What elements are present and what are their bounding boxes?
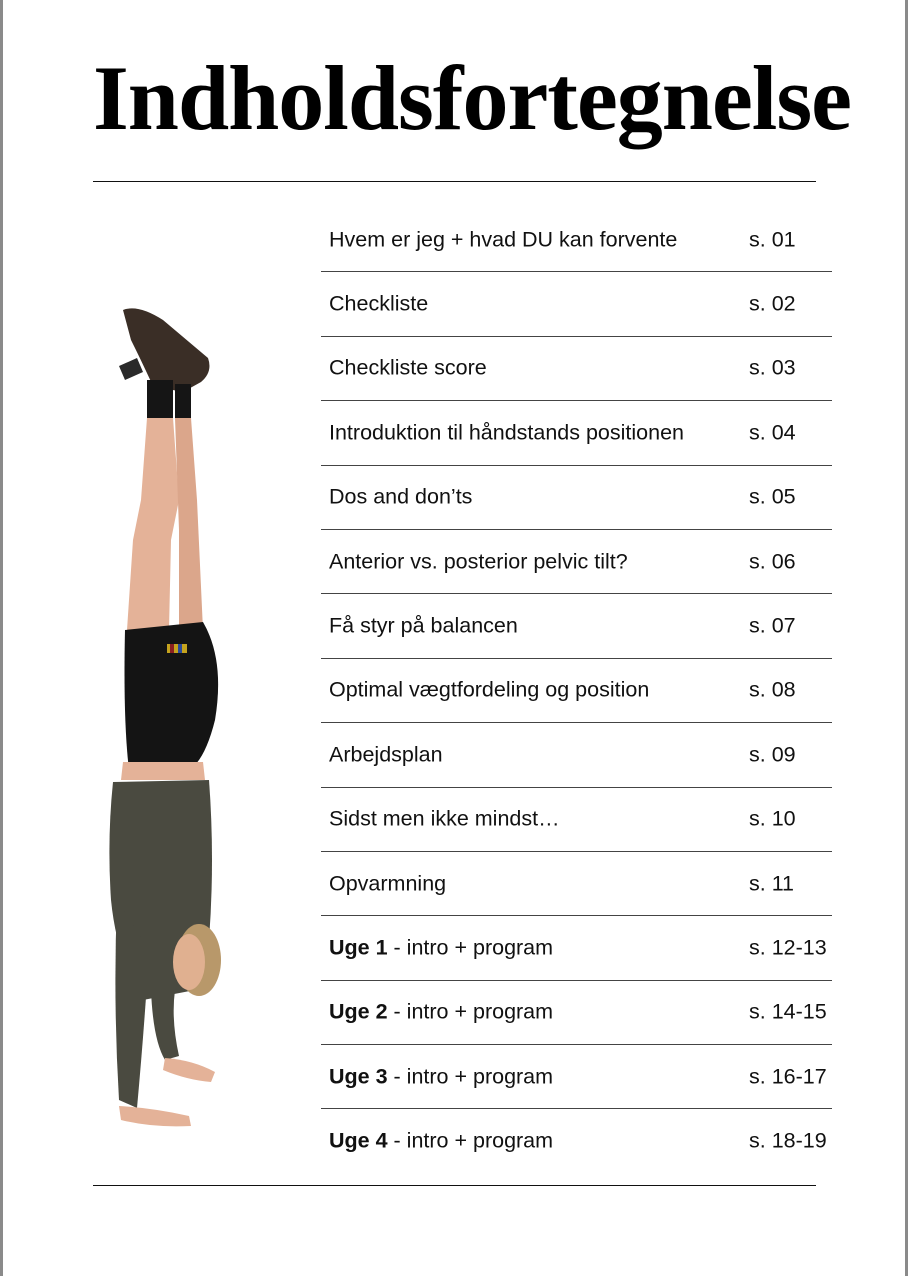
toc-page-number: s. 07 (749, 613, 796, 638)
toc-page-number: s. 05 (749, 484, 796, 509)
toc-item-title: Uge 2 - intro + program (329, 999, 554, 1024)
toc-page-number: s. 04 (749, 420, 796, 445)
toc-item-title: Dos and don’ts (329, 484, 473, 509)
week-label: Uge 3 (329, 1064, 388, 1089)
toc-row[interactable] (321, 1109, 832, 1172)
toc-item-title: Sidst men ikke mindst… (329, 806, 560, 831)
toc-page-number: s. 01 (749, 227, 796, 252)
toc-row[interactable] (321, 852, 832, 916)
table-of-contents (321, 208, 832, 1173)
toc-row[interactable] (321, 272, 832, 336)
toc-page-number: s. 08 (749, 677, 796, 702)
toc-item-title: Anterior vs. posterior pelvic tilt? (329, 549, 628, 574)
toc-row[interactable] (321, 337, 832, 401)
toc-row[interactable] (321, 981, 832, 1045)
toc-page-number: s. 18-19 (749, 1128, 827, 1153)
toc-item-title: Arbejdsplan (329, 742, 443, 767)
toc-row[interactable] (321, 788, 832, 852)
toc-page-number: s. 02 (749, 291, 796, 316)
toc-item-title: Få styr på balancen (329, 613, 518, 638)
toc-row[interactable] (321, 401, 832, 465)
toc-page-number: s. 11 (749, 871, 795, 896)
toc-item-title: Optimal vægtfordeling og position (329, 677, 650, 702)
toc-page-number: s. 06 (749, 549, 796, 574)
toc-row[interactable] (321, 916, 832, 980)
toc-page-number: s. 10 (749, 806, 796, 831)
toc-item-title: Checkliste score (329, 355, 487, 380)
toc-item-title: Uge 3 - intro + program (329, 1064, 554, 1089)
document-page (3, 0, 905, 1276)
toc-page-number: s. 16-17 (749, 1064, 827, 1089)
toc-row[interactable] (321, 530, 832, 594)
top-divider (93, 181, 816, 182)
toc-page-number: s. 14-15 (749, 999, 827, 1024)
toc-row[interactable] (321, 1045, 832, 1109)
toc-item-title: Introduktion til håndstands positionen (329, 420, 684, 445)
toc-row[interactable] (321, 208, 832, 272)
toc-row[interactable] (321, 723, 832, 787)
toc-page-number: s. 09 (749, 742, 796, 767)
toc-page-number: s. 12-13 (749, 935, 827, 960)
toc-row[interactable] (321, 466, 832, 530)
toc-row[interactable] (321, 594, 832, 658)
toc-item-title: Uge 4 - intro + program (329, 1128, 554, 1153)
toc-item-title: Opvarmning (329, 871, 447, 896)
toc-item-title: Uge 1 - intro + program (329, 935, 554, 960)
toc-item-title: Checkliste (329, 291, 429, 316)
week-label: Uge 4 (329, 1128, 388, 1153)
toc-page-number: s. 03 (749, 355, 796, 380)
toc-row[interactable] (321, 659, 832, 723)
bottom-divider (93, 1185, 816, 1186)
week-label: Uge 1 (329, 935, 388, 960)
toc-item-title: Hvem er jeg + hvad DU kan forvente (329, 227, 678, 252)
week-label: Uge 2 (329, 999, 388, 1024)
handstand-photo (93, 300, 243, 1140)
page-title: Indholdsfortegnelse (93, 47, 851, 149)
